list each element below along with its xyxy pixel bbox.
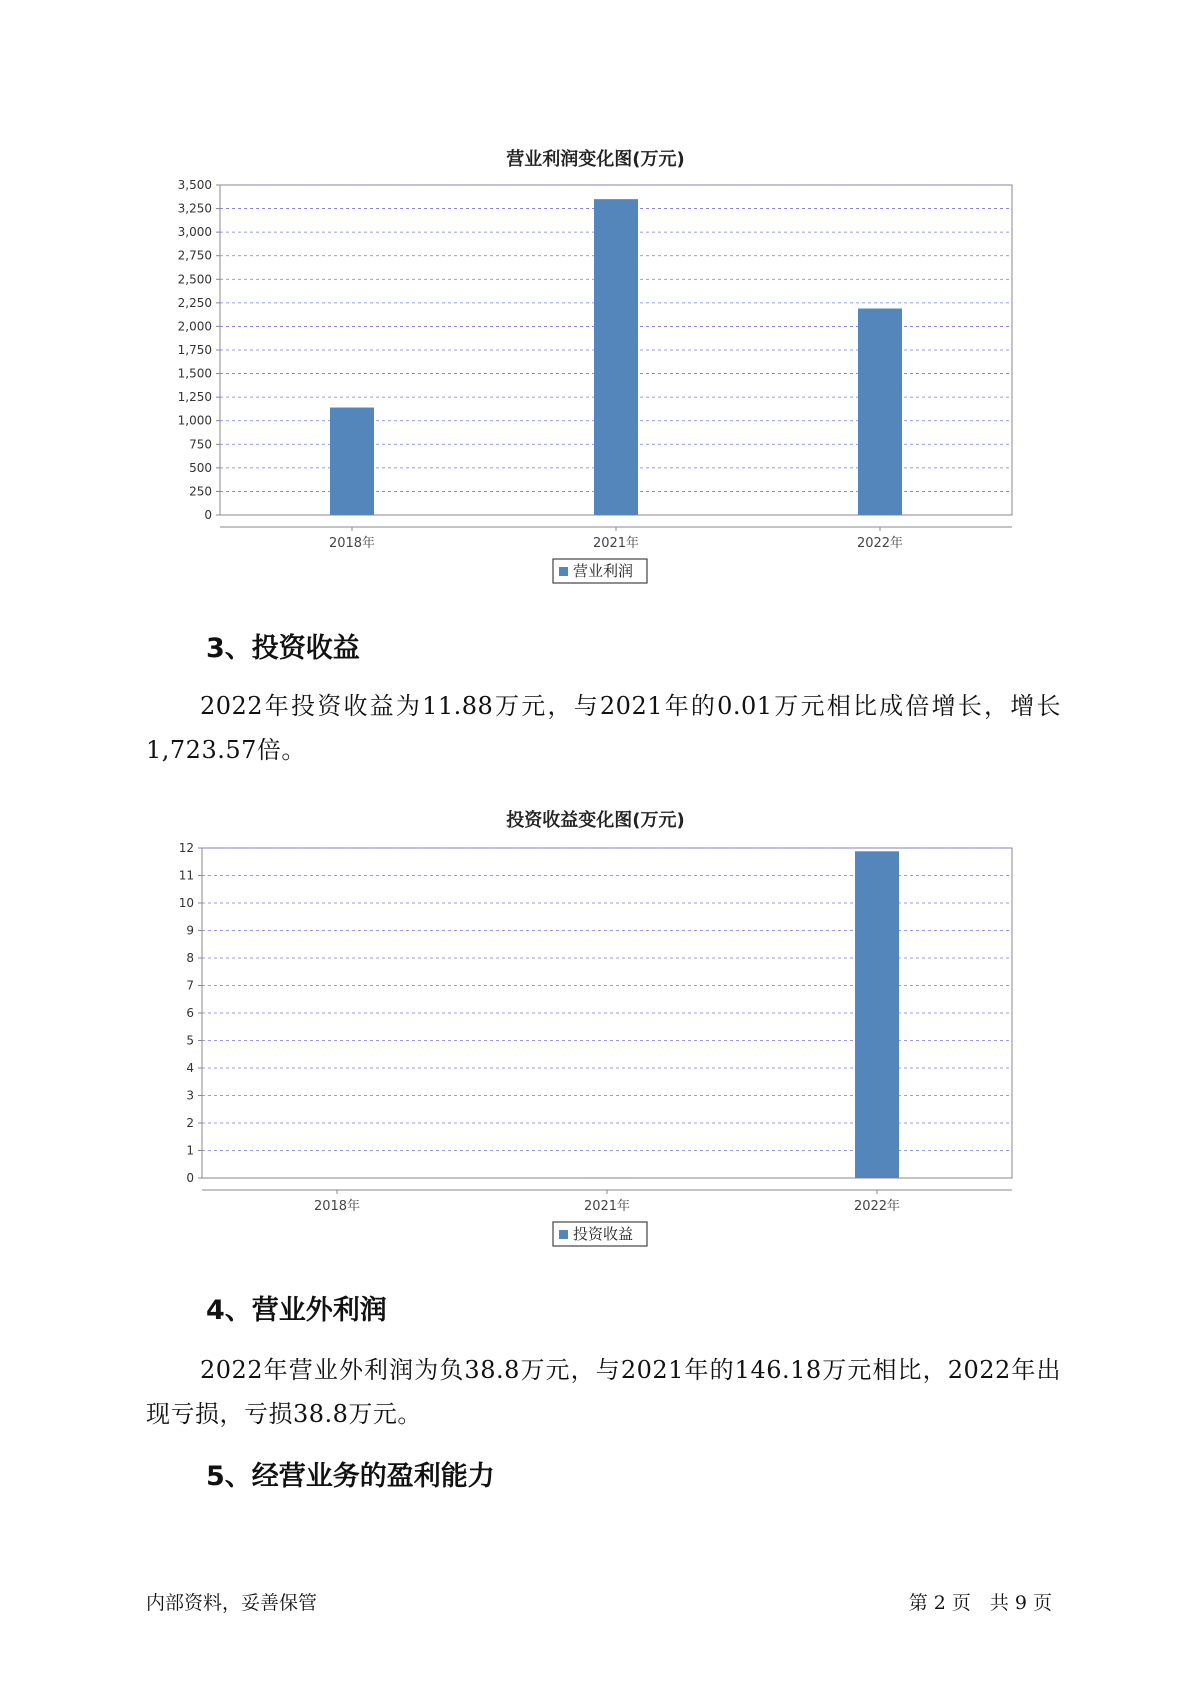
- legend-label: 营业利润: [573, 562, 634, 580]
- y-tick-label: 750: [189, 437, 212, 452]
- y-tick-label: 11: [178, 868, 194, 883]
- y-tick-label: 1,250: [177, 390, 212, 405]
- chart1-title: 营业利润变化图(万元): [506, 149, 685, 170]
- y-tick-label: 3,250: [177, 201, 212, 216]
- y-tick-label: 3,500: [177, 178, 212, 192]
- legend-swatch: [559, 1230, 568, 1239]
- y-tick-label: 250: [189, 484, 212, 499]
- y-tick-label: 8: [186, 951, 194, 965]
- y-tick-label: 9: [186, 923, 194, 938]
- y-tick-label: 4: [186, 1061, 194, 1075]
- y-tick-label: 1,750: [177, 343, 212, 357]
- x-tick-label: 2018年: [328, 536, 376, 551]
- y-tick-label: 2: [186, 1116, 194, 1130]
- y-tick-label: 0: [204, 508, 212, 522]
- x-tick-label: 2022年: [853, 1199, 901, 1214]
- footer-confidential: 内部资料，妥善保管: [146, 1592, 318, 1614]
- y-tick-label: 6: [186, 1006, 194, 1020]
- chart2-title: 投资收益变化图(万元): [506, 810, 685, 831]
- legend-label: 投资收益: [573, 1225, 634, 1243]
- y-tick-label: 12: [178, 841, 194, 855]
- y-tick-label: 500: [189, 460, 212, 475]
- footer-page-number: [906, 1588, 1055, 1615]
- y-tick-label: 3: [186, 1088, 194, 1103]
- y-tick-label: 0: [186, 1171, 194, 1185]
- page-mid: 页 共: [951, 1592, 1009, 1614]
- x-tick-label: 2021年: [592, 536, 640, 551]
- bar: [855, 851, 899, 1178]
- y-tick-label: 1,000: [177, 413, 212, 428]
- page-suffix: 页: [1032, 1592, 1052, 1614]
- section4-heading: 4、营业外利润: [206, 1295, 387, 1326]
- page-prefix: 第: [908, 1592, 928, 1614]
- y-tick-label: 3,000: [177, 225, 212, 240]
- legend: [553, 1222, 647, 1246]
- y-tick-label: 5: [186, 1033, 194, 1048]
- page-total: 9: [1014, 1592, 1027, 1614]
- y-tick-label: 2,500: [177, 272, 212, 287]
- y-tick-label: 2,750: [177, 248, 212, 263]
- y-tick-label: 7: [186, 978, 194, 993]
- section4-paragraph: 2022年营业外利润为负38.8万元，与2021年的146.18万元相比，2022年出现亏损，亏损38.8万元。: [146, 1356, 1061, 1428]
- y-tick-label: 2,250: [177, 295, 212, 310]
- x-tick-label: 2018年: [313, 1199, 361, 1214]
- y-tick-label: 10: [178, 896, 194, 910]
- section3-heading: 3、投资收益: [206, 633, 360, 664]
- page-current: 2: [933, 1592, 946, 1614]
- y-tick-label: 1,500: [177, 366, 212, 381]
- section5-heading: 5、经营业务的盈利能力: [206, 1461, 495, 1492]
- y-tick-label: 1: [186, 1143, 194, 1158]
- x-tick-label: 2022年: [856, 536, 904, 551]
- section3-paragraph: 2022年投资收益为11.88万元，与2021年的0.01万元相比成倍增长，增长1,723.57倍。: [146, 692, 1061, 764]
- x-tick-label: 2021年: [583, 1199, 631, 1214]
- y-tick-label: 2,000: [177, 319, 212, 334]
